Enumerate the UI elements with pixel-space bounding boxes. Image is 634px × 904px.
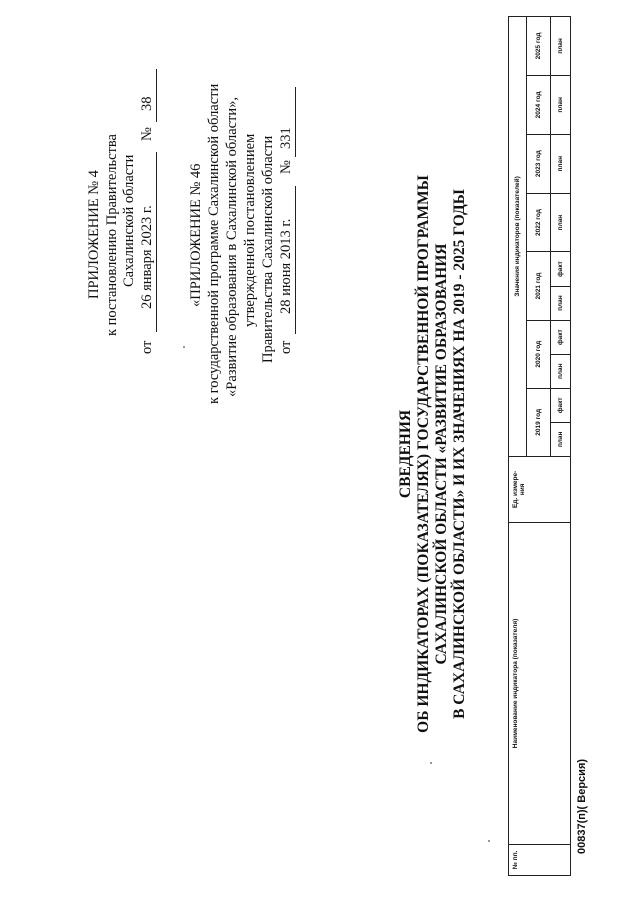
appendix-resolution: к постановлению Правительства [104,134,120,336]
scan-speck [488,840,490,842]
subheader-2020-plan: план [551,354,571,388]
scan-speck [183,346,185,348]
document-title-line3: САХАЛИНСКОЙ ОБЛАСТИ «РАЗВИТИЕ ОБРАЗОВАНИЯ [433,243,450,665]
col-values-header: Значения индикаторов (показателей) [509,17,527,457]
appendix-date: 26 января 2023 г. [139,205,155,309]
prev-appendix-line1: к государственной программе Сахалинской области [206,83,222,404]
appendix-number-underline [156,69,157,122]
year-2019-header: 2019 год [526,388,550,456]
prev-appendix-doc-number: 331 [278,127,294,149]
subheader-2025-plan: план [551,17,571,76]
appendix-region: Сахалинской области [121,154,137,287]
prev-appendix-line3: утвержденной постановлением [242,133,258,327]
appendix-from-label: от [139,340,155,354]
prev-appendix-number: «ПРИЛОЖЕНИЕ № 46 [188,163,204,307]
subheader-2021-plan: план [551,286,571,320]
appendix-number-sign: № [139,127,155,141]
document-title-line4: В САХАЛИНСКОЙ ОБЛАСТИ» И ИХ ЗНАЧЕНИЯХ НА 2019 - 2025 ГОДЫ [451,189,468,719]
document-title: СВЕДЕНИЯ [397,409,414,499]
year-2024-header: 2024 год [526,75,550,134]
prev-appendix-line2: «Развитие образования в Сахалинской области», [224,96,240,397]
prev-appendix-number-sign: № [278,160,294,174]
prev-appendix-from-label: от [278,340,294,354]
appendix-date-underline [156,152,157,332]
year-2020-header: 2020 год [526,320,550,388]
subheader-2019-plan: план [551,422,571,456]
scan-speck [430,762,432,764]
subheader-2023-plan: план [551,134,571,193]
indicators-table [508,16,571,876]
subheader-2024-plan: план [551,75,571,134]
subheader-2020-fact: факт [551,320,571,354]
year-2022-header: 2022 год [526,193,550,252]
subheader-2021-fact: факт [551,252,571,286]
prev-appendix-number-underline [295,87,296,157]
subheader-2019-fact: факт [551,388,571,422]
prev-appendix-date: 28 июня 2013 г. [278,218,294,314]
document-version-stamp: 00837(п)( Версия) [576,758,588,854]
year-2023-header: 2023 год [526,134,550,193]
document-title-line2: ОБ ИНДИКАТОРАХ (ПОКАЗАТЕЛЯХ) ГОСУДАРСТВЕННОЙ ПРОГРАММЫ [415,175,432,733]
subheader-2022-plan: план [551,193,571,252]
prev-appendix-line4: Правительства Сахалинской области [260,135,276,363]
year-2021-header: 2021 год [526,252,550,320]
appendix-number: ПРИЛОЖЕНИЕ № 4 [86,170,102,299]
col-indicator-name-header: Наименование индикатора (показателя) [509,522,571,844]
col-number-header: № пп. [509,845,571,876]
col-unit-header: Ед. измере- ния [509,456,571,522]
table-header-row [509,17,527,876]
prev-appendix-date-underline [295,186,296,334]
appendix-doc-number: 38 [139,96,155,111]
year-2025-header: 2025 год [526,17,550,76]
